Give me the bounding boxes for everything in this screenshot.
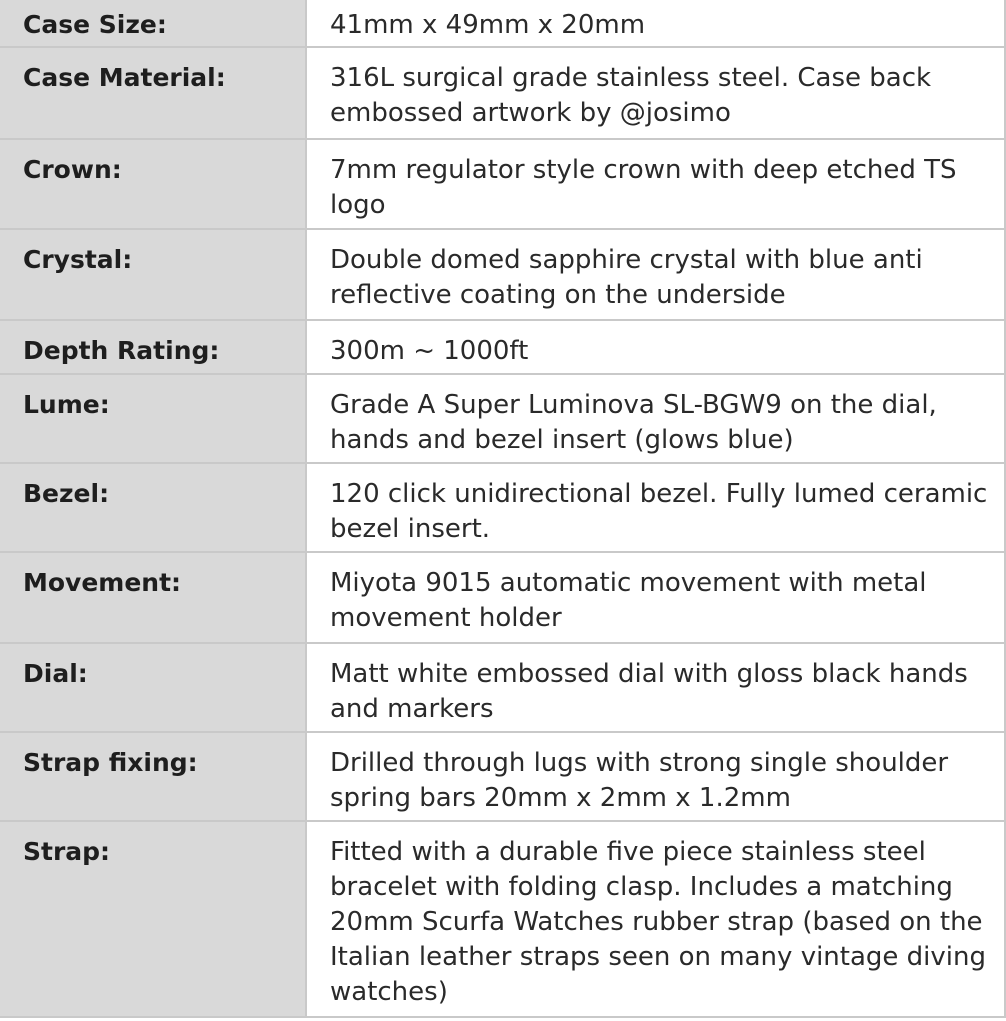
spec-value: 316L surgical grade stainless steel. Case back embossed artwork by @josimo	[306, 47, 1005, 139]
spec-row-crown	[0, 139, 1005, 229]
spec-label: Lume:	[0, 374, 306, 463]
spec-label: Depth Rating:	[0, 320, 306, 374]
spec-row-depth-rating	[0, 320, 1005, 374]
spec-row-case-material	[0, 47, 1005, 139]
spec-label: Movement:	[0, 552, 306, 643]
spec-row-case-size	[0, 0, 1005, 47]
spec-label: Crystal:	[0, 229, 306, 320]
spec-row-lume	[0, 374, 1005, 463]
spec-value: Grade A Super Luminova SL-BGW9 on the dial, hands and bezel insert (glows blue)	[306, 374, 1005, 463]
spec-row-movement	[0, 552, 1005, 643]
spec-label: Strap fixing:	[0, 732, 306, 821]
spec-label: Case Size:	[0, 0, 306, 47]
spec-value: Drilled through lugs with strong single shoulder spring bars 20mm x 2mm x 1.2mm	[306, 732, 1005, 821]
spec-value: 300m ~ 1000ft	[306, 320, 1005, 374]
spec-row-dial	[0, 643, 1005, 732]
spec-value: Matt white embossed dial with gloss black hands and markers	[306, 643, 1005, 732]
spec-label: Bezel:	[0, 463, 306, 552]
spec-value: 120 click unidirectional bezel. Fully lumed ceramic bezel insert.	[306, 463, 1005, 552]
spec-value: Fitted with a durable five piece stainless steel bracelet with folding clasp. Includes a matching 20mm Scurfa Watches rubber strap (based on the Italian leather straps seen on many vintage diving watches)	[306, 821, 1005, 1017]
spec-label: Strap:	[0, 821, 306, 1017]
spec-row-strap	[0, 821, 1005, 1017]
spec-value: 7mm regulator style crown with deep etched TS logo	[306, 139, 1005, 229]
spec-row-bezel	[0, 463, 1005, 552]
spec-row-strap-fixing	[0, 732, 1005, 821]
spec-value: Miyota 9015 automatic movement with metal movement holder	[306, 552, 1005, 643]
spec-row-crystal	[0, 229, 1005, 320]
spec-value: 41mm x 49mm x 20mm	[306, 0, 1005, 47]
spec-label: Crown:	[0, 139, 306, 229]
spec-label: Dial:	[0, 643, 306, 732]
spec-value: Double domed sapphire crystal with blue anti reflective coating on the underside	[306, 229, 1005, 320]
spec-label: Case Material:	[0, 47, 306, 139]
